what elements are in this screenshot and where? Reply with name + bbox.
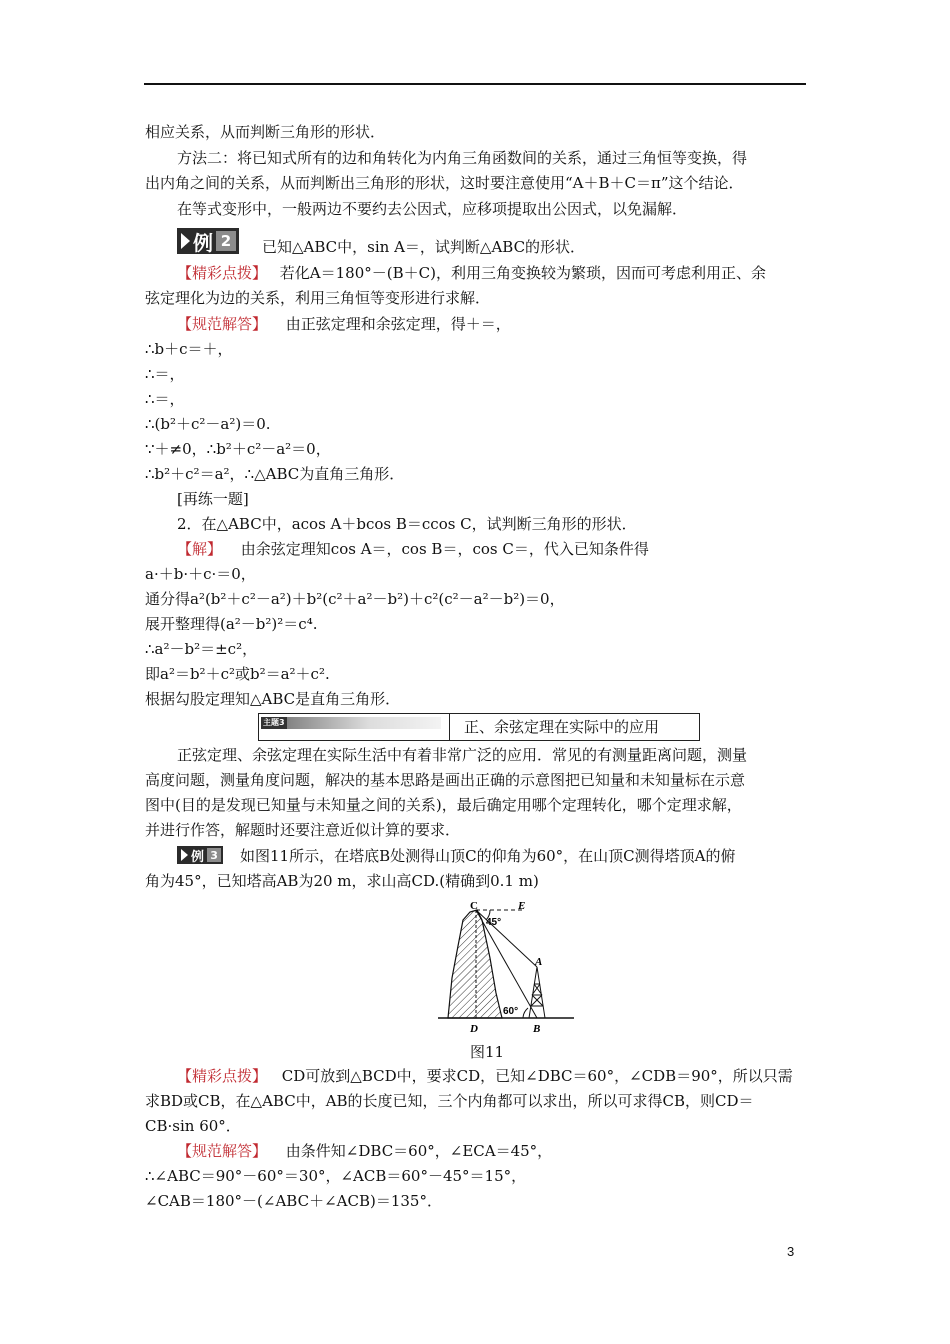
paragraph-line: 高度问题，测量角度问题，解决的基本思路是画出正确的示意图把已知量和未知量标在示意 xyxy=(145,771,746,789)
solution-step: ∴＝， xyxy=(145,365,185,383)
label-D: D xyxy=(470,1023,478,1034)
hint-label: 【精彩点拨】 xyxy=(177,264,268,282)
answer-text: 由余弦定理知cos A＝，cos B＝，cos C＝，代入已知条件得 xyxy=(240,540,649,558)
label-45: 45° xyxy=(486,917,502,928)
mountain-tower-figure xyxy=(430,898,580,1034)
hint-text: CB·sin 60°． xyxy=(145,1117,241,1135)
hint-text: 若化A＝180°－(B＋C)，利用三角变换较为繁琐，因而可考虑利用正、余 xyxy=(279,264,766,282)
solution-step: ∴(b²＋c²－a²)＝0. xyxy=(145,415,271,433)
text-line: 方法二：将已知式所有的边和角转化为内角三角函数间的关系，通过三角恒等变换，得 xyxy=(177,149,748,167)
topic-title: 正、余弦定理在实际中的应用 xyxy=(464,718,660,736)
solution-step: ∴b＋c＝＋， xyxy=(145,340,233,358)
label-A: A xyxy=(535,956,543,968)
example-3-badge xyxy=(177,846,223,864)
tower-shape xyxy=(529,967,545,1018)
answer-step: 通分得a²(b²＋c²－a²)＋b²(c²＋a²－b²)＋c²(c²－a²－b²)＝0， xyxy=(145,590,565,608)
example-number: 2 xyxy=(216,231,236,251)
topic-label: 主题3 xyxy=(263,718,285,727)
example-3-text: 如图11所示，在塔底B处测得山顶C的仰角为60°，在山顶C测得塔顶A的俯 xyxy=(240,847,736,865)
solution-text: 由正弦定理和余弦定理，得＋＝， xyxy=(285,315,511,333)
example-label: 例 xyxy=(193,230,213,255)
hint-text: 求BD或CB，在△ABC中，AB的长度已知，三个内角都可以求出，所以可求得CB，则CD＝ xyxy=(145,1092,754,1110)
angle-arc-60 xyxy=(523,1008,528,1018)
paragraph-line: 图中(目的是发现已知量与未知量之间的关系)，最后确定用哪个定理转化，哪个定理求解， xyxy=(145,796,742,814)
solution-step: ∴∠ABC＝90°－60°＝30°，∠ACB＝60°－45°＝15°， xyxy=(145,1167,527,1185)
solution-label: 【规范解答】 xyxy=(177,1142,268,1160)
solution-label: 【规范解答】 xyxy=(177,315,268,333)
text-line: 在等式变形中，一般两边不要约去公因式，应移项提取出公因式，以免漏解． xyxy=(177,200,688,218)
text-line: 出内角之间的关系，从而判断出三角形的形状，这时要注意使用“A＋B＋C＝π”这个结论． xyxy=(145,174,744,192)
answer-step: 即a²＝b²＋c²或b²＝a²＋c². xyxy=(145,665,330,683)
example-number: 3 xyxy=(207,848,221,862)
triangle-icon xyxy=(181,849,188,861)
triangle-icon xyxy=(181,233,190,249)
label-C: C xyxy=(470,900,478,912)
answer-label: 【解】 xyxy=(177,540,223,558)
label-B: B xyxy=(533,1023,541,1034)
example-2-text: 已知△ABC中，sin A＝，试判断△ABC的形状． xyxy=(262,238,586,256)
solution-step: ∠CAB＝180°－(∠ABC＋∠ACB)＝135°． xyxy=(145,1192,442,1210)
practice-heading: [再练一题] xyxy=(177,490,249,508)
example-2-badge xyxy=(177,228,239,254)
solution-text: 由条件知∠DBC＝60°，∠ECA＝45°， xyxy=(285,1142,553,1160)
answer-step: 根据勾股定理知△ABC是直角三角形． xyxy=(145,690,401,708)
figure-caption: 图11 xyxy=(470,1043,505,1061)
header-rule xyxy=(144,83,806,85)
label-60: 60° xyxy=(503,1006,519,1017)
paragraph-line: 并进行作答，解题时还要注意近似计算的要求． xyxy=(145,821,461,839)
label-E: E xyxy=(518,900,526,912)
hint-text: 弦定理化为边的关系，利用三角恒等变形进行求解． xyxy=(145,289,491,307)
hint-label: 【精彩点拨】 xyxy=(177,1067,268,1085)
example-3-text: 角为45°，已知塔高AB为20 m，求山高CD.(精确到0.1 m) xyxy=(145,872,539,890)
example-label: 例 xyxy=(191,849,205,865)
practice-question: 2．在△ABC中，acos A＋bcos B＝ccos C，试判断三角形的形状． xyxy=(177,515,637,533)
topic-label-cell xyxy=(259,714,450,740)
paragraph-line: 正弦定理、余弦定理在实际生活中有着非常广泛的应用．常见的有测量距离问题，测量 xyxy=(177,746,748,764)
page-number: 3 xyxy=(787,1244,795,1259)
text-line: 相应关系，从而判断三角形的形状． xyxy=(145,123,386,141)
solution-step: ∵＋≠0，∴b²＋c²－a²＝0， xyxy=(145,440,331,458)
answer-step: 展开整理得(a²－b²)²＝c⁴. xyxy=(145,615,318,633)
topic-banner xyxy=(258,713,700,741)
solution-step: ∴b²＋c²＝a²，∴△ABC为直角三角形． xyxy=(145,465,405,483)
hint-text: CD可放到△BCD中，要求CD，已知∠DBC＝60°，∠CDB＝90°，所以只需 xyxy=(281,1067,793,1085)
answer-step: a·＋b·＋c·＝0， xyxy=(145,565,256,583)
solution-step: ∴＝， xyxy=(145,390,185,408)
answer-step: ∴a²－b²＝±c²， xyxy=(145,640,258,658)
